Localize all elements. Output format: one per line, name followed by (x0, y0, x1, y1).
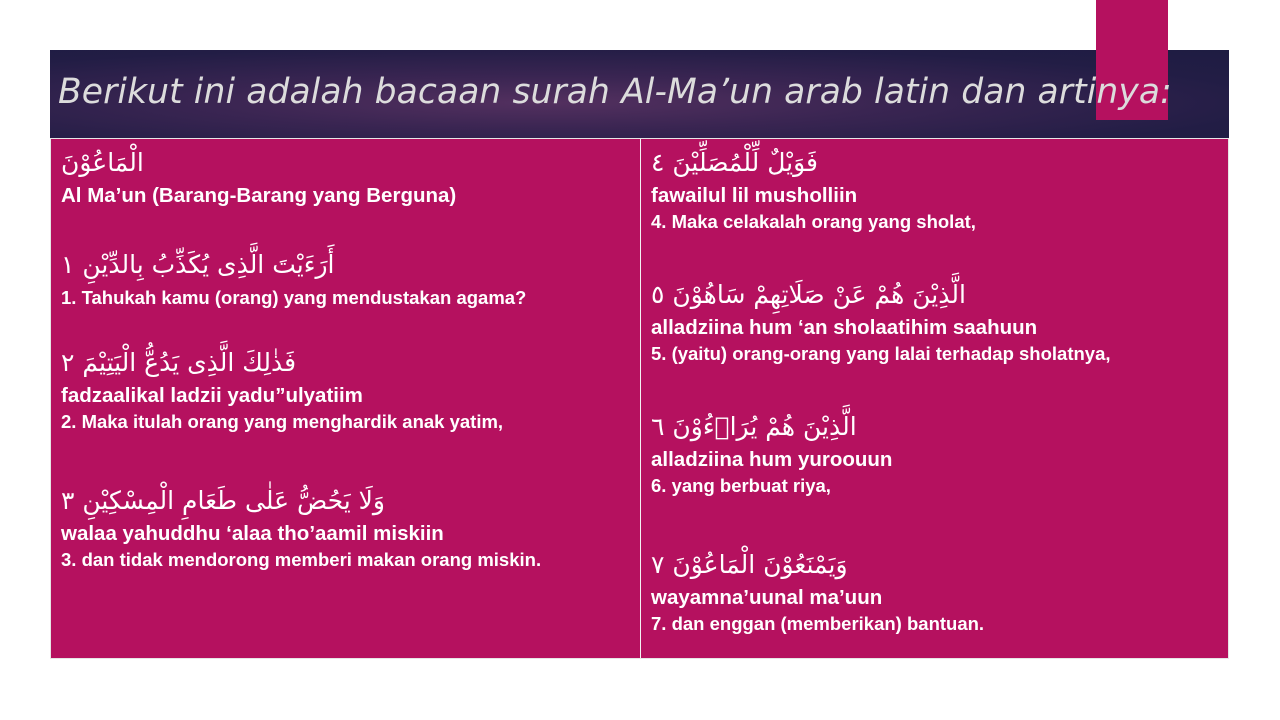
latin-text: walaa yahuddhu ‘alaa tho’aamil miskiin (61, 522, 444, 545)
latin-text: Al Ma’un (Barang-Barang yang Berguna) (61, 184, 457, 207)
meaning-text: 7. dan enggan (memberikan) bantuan. (651, 613, 985, 634)
title-banner (50, 50, 1229, 138)
arabic-text: وَيَمْنَعُوْنَ الْمَاعُوْنَ ٧ (651, 550, 848, 579)
latin-text: wayamna’uunal ma’uun (651, 586, 883, 609)
latin-text: alladziina hum ‘an sholaatihim saahuun (651, 316, 1038, 339)
meaning-text: 5. (yaitu) orang-orang yang lalai terhadap sholatnya, (651, 343, 1111, 364)
verse-6 (651, 409, 1226, 499)
meaning-text: 1. Tahukah kamu (orang) yang mendustakan agama? (61, 287, 527, 308)
arabic-text: فَذٰلِكَ الَّذِى يَدُعُّ الْيَتِيْمَ ٢ (61, 348, 297, 377)
meaning-text: 6. yang berbuat riya, (651, 475, 831, 496)
verse-5 (651, 277, 1226, 367)
arabic-text: فَوَيْلٌ لِّلْمُصَلِّيْنَ ٤ (651, 148, 818, 177)
meaning-text: 3. dan tidak mendorong memberi makan orang miskin. (61, 549, 542, 570)
meaning-text: 2. Maka itulah orang yang menghardik anak yatim, (61, 411, 504, 432)
surah-heading (61, 145, 636, 209)
latin-text: fawailul lil musholliin (651, 184, 858, 207)
arabic-text: الَّذِيْنَ هُمْ عَنْ صَلَاتِهِمْ سَاهُوْنَ ٥ (651, 280, 966, 309)
latin-text: fadzaalikal ladzii yadu”ulyatiim (61, 384, 363, 407)
verse-1 (61, 247, 636, 311)
meaning-text: 4. Maka celakalah orang yang sholat, (651, 211, 976, 232)
verse-3 (61, 483, 636, 573)
column-divider (640, 139, 641, 658)
verse-7 (651, 547, 1226, 637)
surah-table (50, 138, 1229, 659)
arabic-text: وَلَا يَحُضُّ عَلٰى طَعَامِ الْمِسْكِيْنِ ٣ (61, 486, 386, 515)
latin-text: alladziina hum yuroouun (651, 448, 893, 471)
arabic-text: الَّذِيْنَ هُمْ يُرَاۤءُوْنَ ٦ (651, 412, 857, 441)
slide-title: Berikut ini adalah bacaan surah Al-Ma’un arab latin dan artinya: (58, 72, 1172, 112)
arabic-text: الْمَاعُوْنَ (61, 148, 144, 177)
verse-4 (651, 145, 1226, 235)
arabic-text: أَرَءَيْتَ الَّذِى يُكَذِّبُ بِالدِّيْنِ ١ (61, 250, 335, 279)
verse-2 (61, 345, 636, 435)
